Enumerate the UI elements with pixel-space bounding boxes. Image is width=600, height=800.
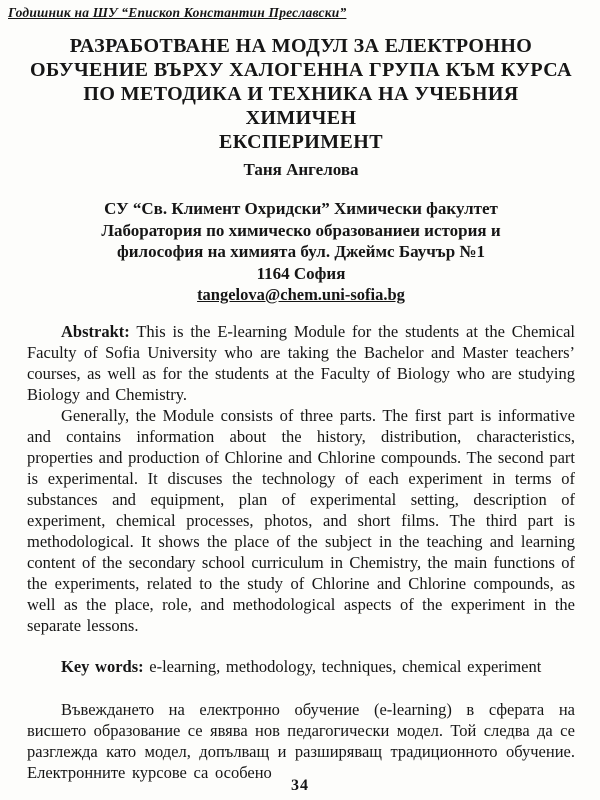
affiliation-line: Лаборатория по химическо образованиеи история и: [101, 220, 501, 240]
page-number: 34: [291, 777, 309, 794]
article-title-line: ПО МЕТОДИКА И ТЕХНИКА НА УЧЕБНИЯ ХИМИЧЕН: [83, 83, 519, 129]
affiliation-line: философия на химията бул. Джеймс Баучър №1: [116, 242, 485, 261]
article-title: [27, 34, 575, 154]
article-title-line: РАЗРАБОТВАНЕ НА МОДУЛ ЗА ЕЛЕКТРОННО: [69, 35, 533, 57]
affiliation-line: СУ “Св. Климент Охридски” Химически факултет: [104, 199, 498, 218]
keywords-label: Key words:: [61, 657, 144, 676]
abstract-label: Abstrakt:: [61, 322, 130, 341]
journal-header: Годишник на ШУ “Епископ Константин Преславски”: [8, 5, 347, 20]
keywords-paragraph: [27, 656, 575, 677]
author-name: Таня Ангелова: [243, 160, 359, 179]
article-title-line: ОБУЧЕНИЕ ВЪРХУ ХАЛОГЕННА ГРУПА КЪМ КУРСА: [30, 59, 572, 81]
affiliation-block: [27, 198, 575, 284]
keywords-text: e-learning, methodology, techniques, chemical experiment: [149, 657, 542, 676]
article-title-line: ЕКСПЕРИМЕНТ: [219, 131, 383, 153]
affiliation-line: 1164 София: [256, 263, 346, 283]
abstract-paragraph: [27, 321, 575, 405]
email-address: tangelova@chem.uni-sofia.bg: [197, 285, 405, 304]
module-description-paragraph: Generally, the Module consists of three parts. The first part is informative and contains information about the history, distribution, characteristics, properties and production of Chlorine and Chlorine compounds. The second part is experimental. It discuses the technology of each experiment in terms of substances and equipment, plan of experimental setting, description of experiment, chemical processes, photos, and short films. The third part is methodological. It shows the place of the subject in the teaching and learning content of the secondary school curriculum in Chemistry, the main functions of the experiments, related to the study of Chlorine and Chlorine compounds, as well as the place, role, and methodological aspects of the experiment in the separate lessons.: [27, 406, 575, 635]
abstract-text: This is the E-learning Module for the students at the Chemical Faculty of Sofia University who are taking the Bachelor and Master teachers’ courses, as well as for the students at the Faculty of Biology who are studying Biology and Chemistry.: [27, 322, 575, 404]
introduction-paragraph-bulgarian: Въвеждането на електронно обучение (e-learning) в сферата на висшето образование се явява нов педагогически модел. Той следва да се разглежда като модел, допълващ и разширяващ традиционното обучение. Електронните курсове са особено: [27, 700, 575, 782]
